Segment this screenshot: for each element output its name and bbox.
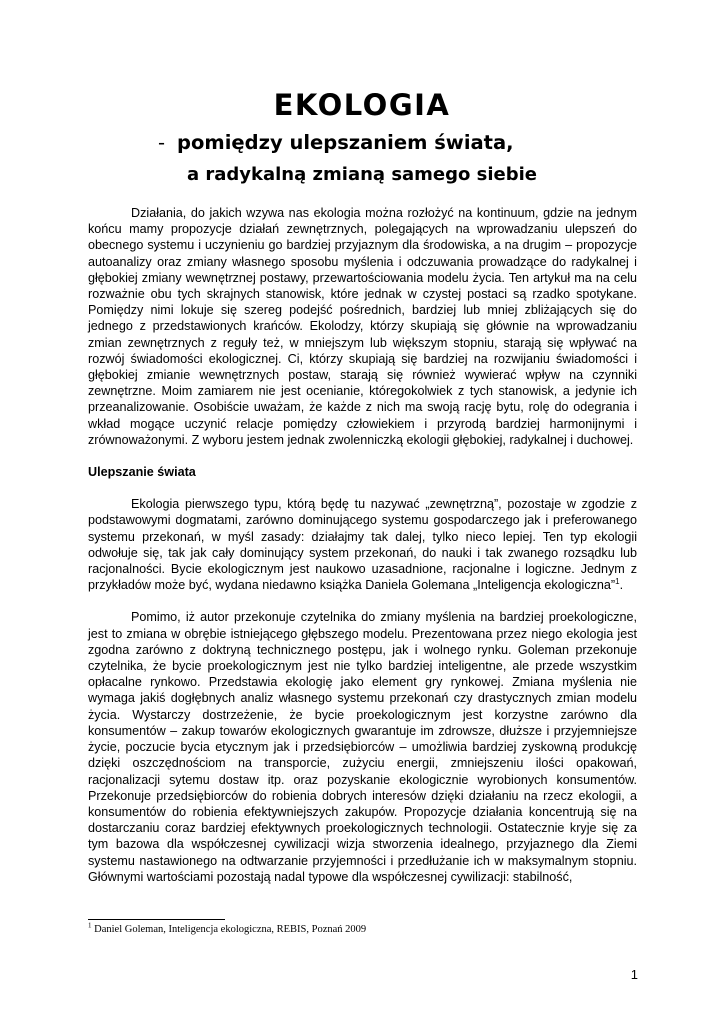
- paragraph-1-text: Ekologia pierwszego typu, którą będę tu nazywać „zewnętrzną”, pozostaje w zgodzie z podstawowymi dogmatami, zarówno dominującego systemu gospodarczego jak i preferowanego systemu przekonań, w myśl zasady: działajmy tak dalej, tylko nieco lepiej. Ten typ ekologii odwołuje się, tak jak cały dominujący system przekonań, do nauki i tak zwanego rozsądku lub racjonalności. Bycie ekologicznym jest naukowo uzasadnione, racjonalne i logiczne. Jednym z przykładów może być, wydana niedawno książka Daniela Golemana „Inteligencja ekologiczna”: [88, 497, 637, 593]
- subtitle-line-1: [158, 131, 514, 154]
- footnote-text: Daniel Goleman, Inteligencja ekologiczna, REBIS, Poznań 2009: [91, 924, 367, 935]
- subtitle-text-1: pomiędzy ulepszaniem świata,: [177, 131, 514, 154]
- paragraph-1-end: .: [619, 578, 624, 593]
- article-body: [88, 205, 637, 885]
- section-paragraph-2: Pomimo, iż autor przekonuje czytelnika do zmiany myślenia na bardziej proekologiczne, jest to zmiana w obrębie istniejącego głębszego modelu. Prezentowana przez niego ekologia jest zgodna zarówno z doktryną technicznego postępu, jak i wolnego rynku. Goleman przekonuje czytelnika, że bycie proekologicznym jest nie tylko bardziej inteligentne, ale przede wszystkim opłacalne rynkowo. Przedstawia ekologię jako element gry rynkowej. Zmiana myślenia nie wymaga jakiś dogłębnych analiz własnego systemu przekonań czy drastycznych zmian modelu życia. Wystarczy dostrzeżenie, że bycie proekologicznym jest korzystne zarówno dla konsumentów – zakup towarów ekologicznych gwarantuje im zdrowsze, dłuższe i przyjemniejsze życie, poczucie bycia etycznym jak i przedsiębiorców – umożliwia bardziej zyskowną produkcję dzięki oszczędnościom na transporcie, zużyciu energii, zmniejszeniu ilości opakowań, racjonalizacji sytemu dostaw itp. oraz pozyskanie ekologicznie wyrobionych konsumentów. Przekonuje przedsiębiorców do robienia dobrych interesów dzięki działaniu na rzecz ekologii, a konsumentów do robienia efektywniejszych zakupów. Propozycje działania koncentrują się na dostarczaniu coraz bardziej efektywnych proekologicznych technologii. Ostatecznie kryje się za tym bazowa dla współczesnej cywilizacji wizja stworzenia idealnego, przyjaznego dla Ziemi systemu nastawionego na odtwarzanie przyjemności i przedłużanie ich w maksymalnym stopniu. Głównymi wartościami pozostają nadal typowe dla współczesnej cywilizacji: stabilność,: [88, 610, 637, 884]
- section-heading: Ulepszanie świata: [88, 465, 196, 480]
- footnote: [88, 921, 367, 935]
- section-paragraph-1: [88, 496, 637, 593]
- subtitle-dash: -: [158, 131, 166, 154]
- footnote-number: 1: [88, 921, 92, 930]
- footnote-separator: [88, 919, 225, 920]
- intro-paragraph: Działania, do jakich wzywa nas ekologia można rozłożyć na kontinuum, gdzie na jednym końcu mamy propozycje działań zewnętrznych, polegających na wprowadzaniu ulepszeń do obecnego systemu i uczynieniu go bardziej przyjaznym dla środowiska, a na drugim – propozycje autoanalizy oraz zmiany własnego sposobu myślenia i odczuwania prowadzące do radykalnej i głębokiej zmiany wewnętrznej postawy, przewartościowania modelu życia. Ten artykuł ma na celu rozważnie obu tych skrajnych stanowisk, które jednak w czystej postaci są rzadko spotykane. Pomiędzy nimi lokuje się szereg podejść pośrednich, bardziej lub mniej zbliżających się do jednego z przedstawionych krańców. Ekolodzy, którzy skupiają się głównie na wprowadzaniu zmian zewnętrznych z reguły też, w mniejszym lub większym stopniu, starają się wpływać na rozwój świadomości ekologicznej. Ci, którzy skupiają się bardziej na rozwijaniu świadomości i głębokiej zmianie wewnętrznych postaw, starają się również wywierać wpływ na czynniki zewnętrzne. Moim zamiarem nie jest ocenianie, któregokolwiek z tych stanowisk, a jedynie ich przeanalizowanie. Osobiście uważam, że każde z nich ma swoją rację bytu, rolę do odegrania i wkład mogące uczynić relacje pomiędzy człowiekiem i przyrodą bardziej harmonijnymi i zrównoważonymi. Z wyboru jestem jednak zwolenniczką ekologii głębokiej, radykalnej i duchowej.: [88, 206, 637, 447]
- page-number: 1: [630, 967, 638, 982]
- document-title: EKOLOGIA: [273, 88, 451, 122]
- subtitle-line-2: a radykalną zmianą samego siebie: [186, 164, 538, 185]
- footnote-reference[interactable]: 1: [615, 577, 620, 587]
